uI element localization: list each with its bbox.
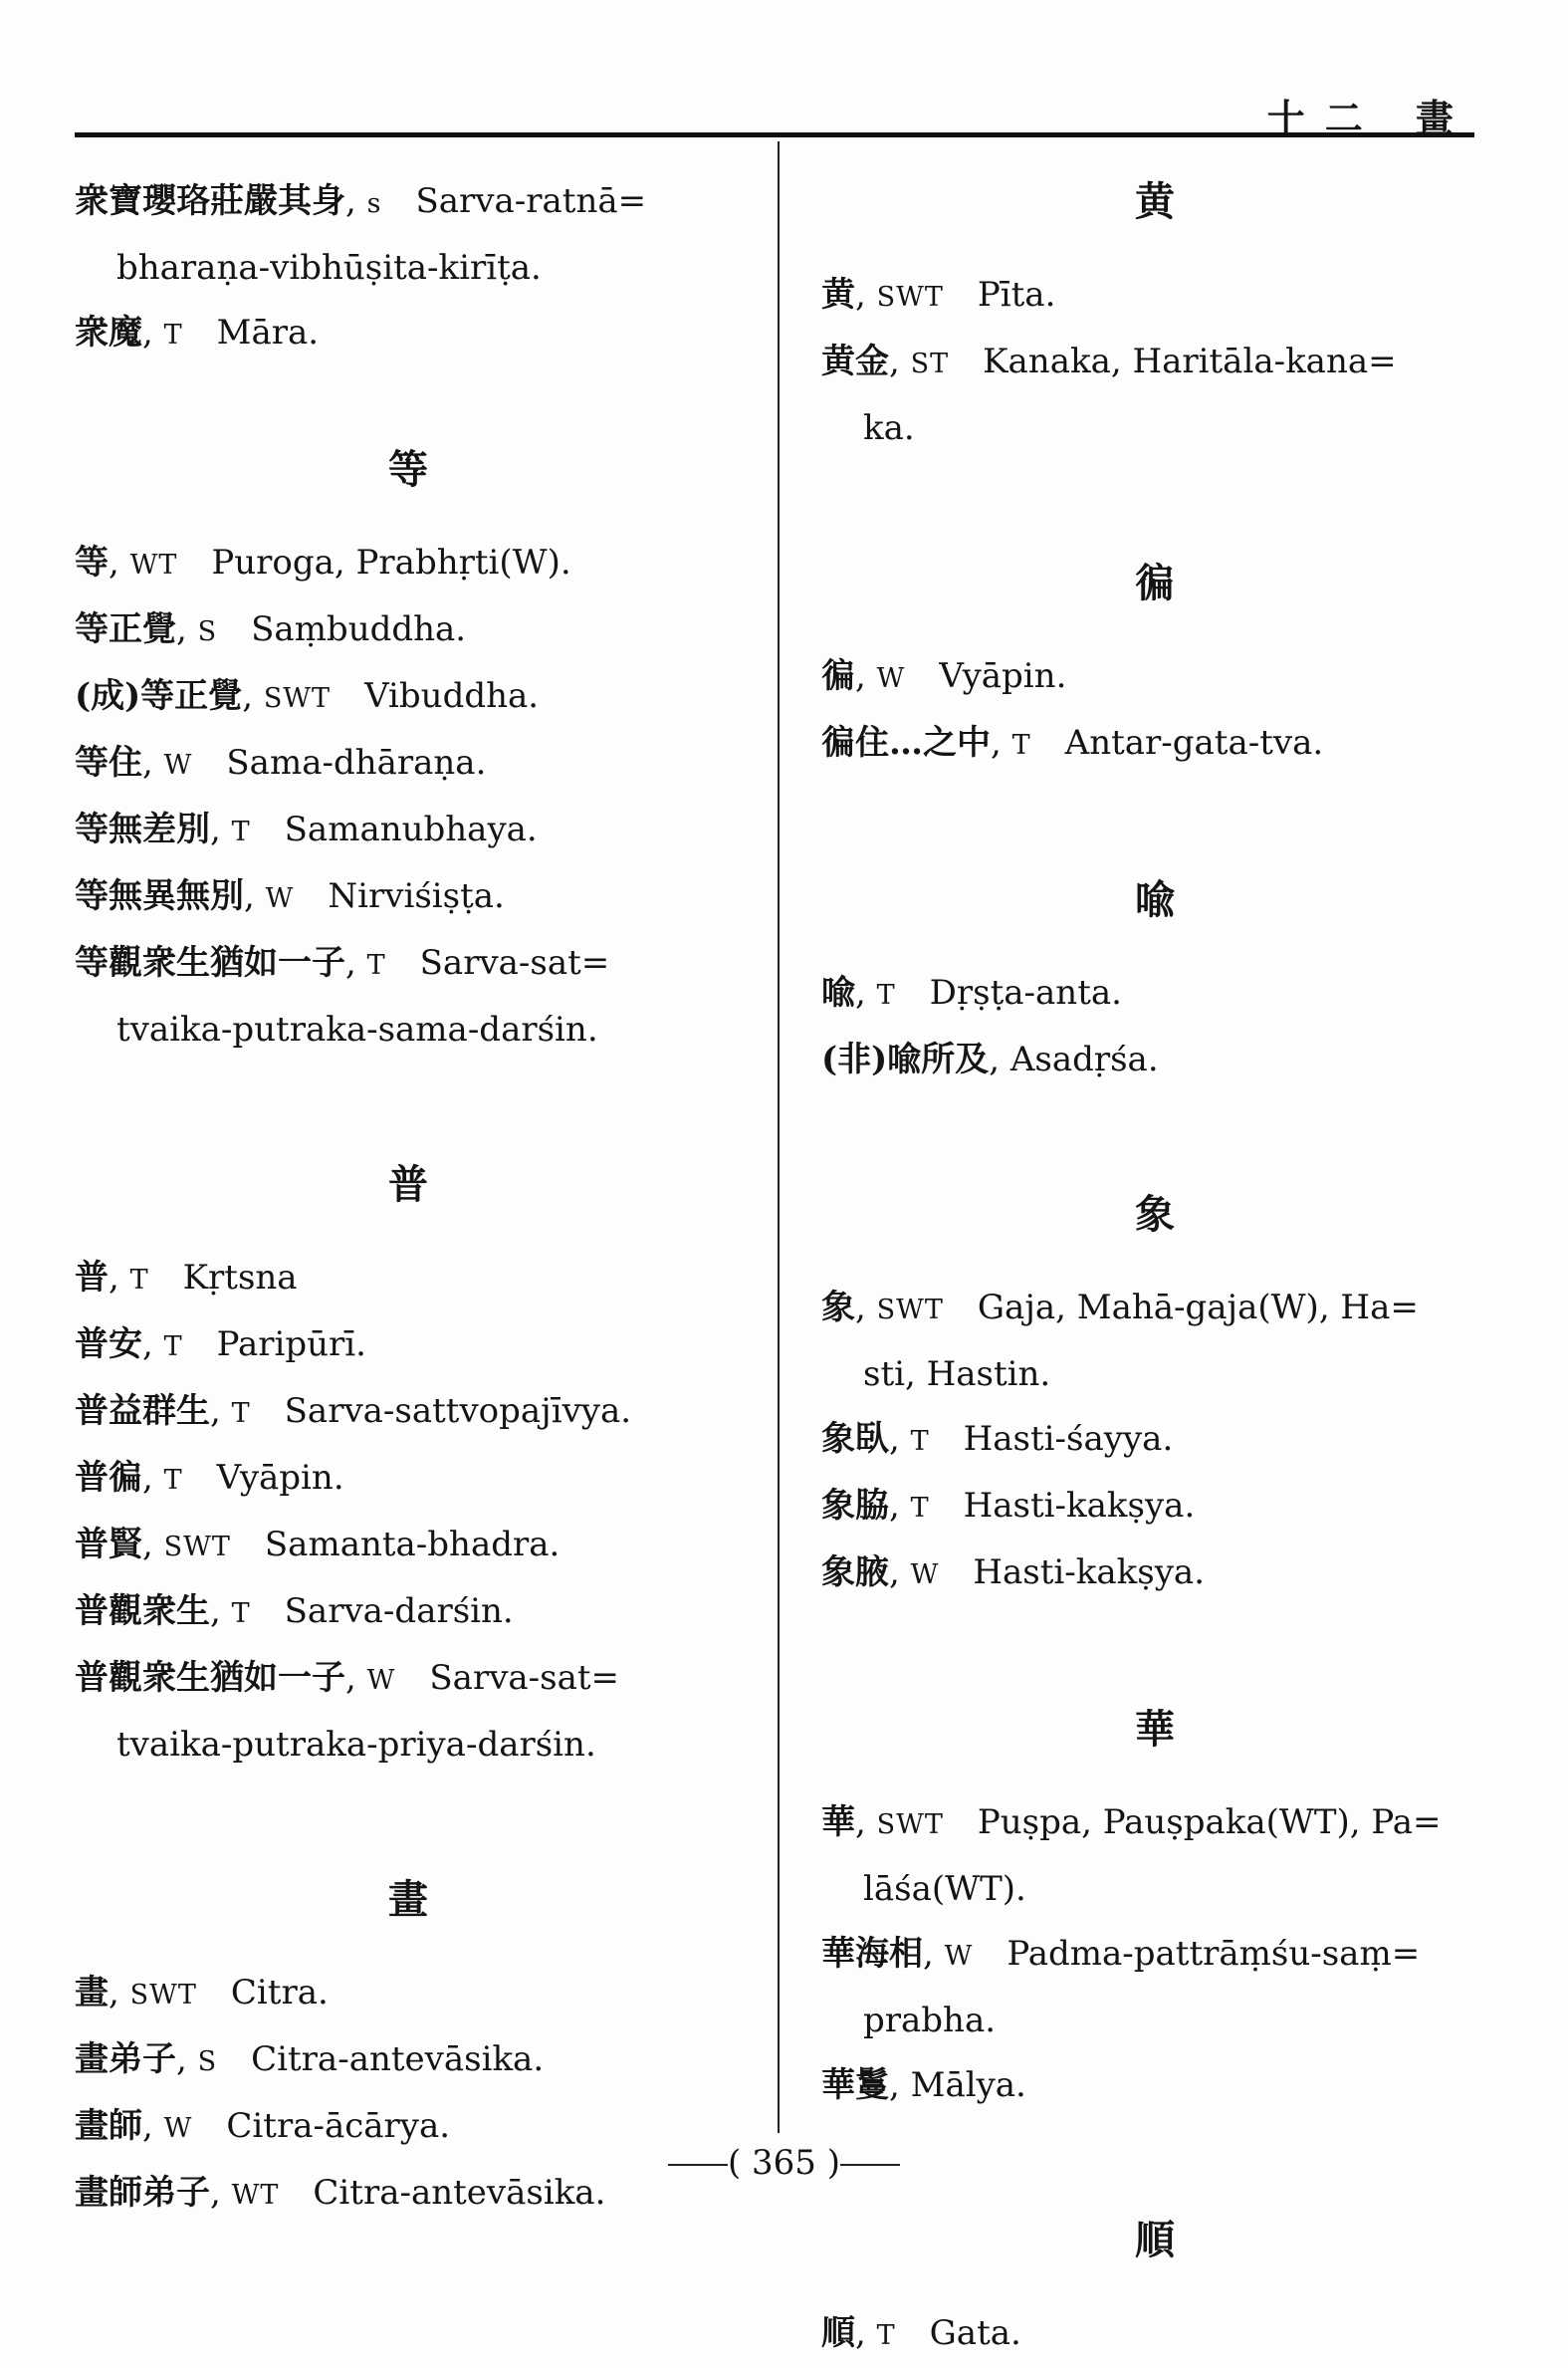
entry-headword: 普安: [75, 1324, 142, 1364]
entry-headword: 普: [75, 1258, 109, 1298]
entry-sanskrit: Māra.: [216, 313, 320, 353]
entry-source-code: W: [366, 1665, 396, 1696]
section-spacer: [75, 1777, 742, 1867]
entry-source-code: T: [910, 1493, 930, 1524]
entry-source-code: SWT: [876, 282, 944, 313]
entry-headword: 等無差別: [75, 810, 210, 849]
entry-headword: 象臥: [821, 1419, 889, 1459]
entry-headword: 衆魔: [75, 313, 142, 353]
entry-source-code: SWT: [263, 683, 332, 714]
dictionary-entry: 等住, W Sama-dhāraṇa.: [75, 743, 487, 783]
entry-headword: 等正覺: [75, 609, 176, 649]
entry-source-code: T: [163, 320, 183, 351]
dictionary-entry: 象, SWT Gaja, Mahā-gaja(W), Ha= sti, Hastin.: [821, 1276, 1488, 1407]
entry-source-code: W: [876, 663, 906, 694]
entry-sanskrit: Sarva-ratnā=: [415, 181, 647, 221]
entry-source-code: W: [265, 883, 295, 914]
right-column: [821, 169, 1488, 2368]
entry-source-code: T: [1011, 730, 1031, 761]
dictionary-entry: 等觀衆生猶如一子, T Sarva-sat= tvaika-putraka-sama-darśin.: [75, 931, 742, 1063]
entry-source-code: T: [163, 1465, 183, 1496]
entry-sanskrit: Kanaka, Haritāla-kana=: [983, 342, 1397, 381]
entry-source-code: S: [197, 616, 218, 647]
section-heading: 徧: [1135, 560, 1175, 606]
dictionary-entry: 普賢, SWT Samanta-bhadra.: [75, 1525, 560, 1564]
page-footer: ( 365 ): [0, 2143, 1568, 2183]
section-heading: 普: [388, 1161, 428, 1208]
entry-sanskrit: Sarva-sattvopajīvya.: [284, 1391, 632, 1431]
entry-sanskrit: Padma-pattrāṃśu-saṃ=: [1007, 1934, 1421, 1974]
entry-sanskrit: Sarva-sat=: [419, 943, 610, 983]
entry-sanskrit: Citra-ācārya.: [226, 2106, 451, 2146]
entry-sanskrit: Gaja, Mahā-gaja(W), Ha=: [977, 1288, 1419, 1327]
entry-source-code: W: [910, 1559, 940, 1590]
entry-headword: 黄金: [821, 342, 889, 381]
page-number: 365: [752, 2143, 816, 2183]
page-header-title: 十二 畫: [1266, 96, 1473, 140]
dictionary-entry: 普益群生, T Sarva-sattvopajīvya.: [75, 1391, 632, 1431]
entry-sanskrit: Hasti-kakṣya.: [973, 1552, 1205, 1592]
section-heading: 象: [1135, 1191, 1175, 1238]
entry-headword: 普觀衆生猶如一子: [75, 1658, 345, 1698]
dictionary-entry: 畫師弟子, WT Citra-antevāsika.: [75, 2173, 606, 2213]
entry-sanskrit: Pīta.: [977, 275, 1056, 315]
dictionary-entry: 等正覺, S Saṃbuddha.: [75, 609, 467, 649]
heading-spacer: [75, 503, 742, 531]
heading-spacer: [821, 1248, 1488, 1276]
section-spacer: [821, 778, 1488, 867]
entry-sanskrit: Hasti-śayya.: [963, 1419, 1174, 1459]
left-column: [75, 169, 742, 2228]
entry-sanskrit: Dṛṣṭa-anta.: [929, 973, 1122, 1013]
entry-source-code: T: [129, 1265, 149, 1296]
dictionary-entry: 普徧, T Vyāpin.: [75, 1458, 344, 1498]
entry-continuation: prabha.: [863, 2001, 997, 2040]
entry-continuation: tvaika-putraka-sama-darśin.: [116, 1010, 598, 1050]
entry-sanskrit: Gata.: [929, 2313, 1021, 2353]
entry-headword: 畫師弟子: [75, 2173, 210, 2213]
entry-sanskrit: Kṛtsna: [182, 1258, 298, 1298]
entry-headword: 普賢: [75, 1525, 142, 1564]
entry-headword: 普觀衆生: [75, 1591, 210, 1631]
entry-headword: 等無異無別: [75, 876, 244, 916]
entry-sanskrit: Antar-gata-tva.: [1064, 723, 1324, 763]
entry-sanskrit: Vyāpin.: [939, 656, 1067, 696]
section-heading: 順: [1135, 2217, 1175, 2263]
dictionary-entry: 順, T Gata.: [821, 2313, 1021, 2353]
dictionary-entry: 普觀衆生, T Sarva-darśin.: [75, 1591, 514, 1631]
heading-spacer: [821, 2273, 1488, 2301]
heading-spacer: [821, 933, 1488, 961]
entry-sanskrit: Sarva-sat=: [429, 1658, 620, 1698]
entry-headword: 等: [75, 543, 109, 583]
entry-source-code: SWT: [129, 1980, 197, 2011]
heading-spacer: [75, 1933, 742, 1961]
section-spacer: [821, 1607, 1488, 1697]
dictionary-entry: 畫, SWT Citra.: [75, 1973, 329, 2013]
entry-source-code: S: [197, 2046, 218, 2077]
section-spacer: [821, 1092, 1488, 1182]
entry-source-code: WT: [231, 2180, 280, 2211]
entry-sanskrit: Paripūrī.: [216, 1324, 366, 1364]
entry-headword: 順: [821, 2313, 855, 2353]
entry-sanskrit: Samanta-bhadra.: [264, 1525, 560, 1564]
entry-headword: (成)等正覺: [75, 676, 243, 716]
entry-sanskrit: Vibuddha.: [364, 676, 540, 716]
column-divider: [778, 141, 780, 2133]
dictionary-entry: 普, T Kṛtsna: [75, 1258, 298, 1298]
entry-headword: (非)喩所及: [821, 1040, 990, 1079]
entry-source-code: SWT: [876, 1809, 944, 1840]
entry-source-code: SWT: [163, 1532, 231, 1562]
section-spacer: [821, 461, 1488, 551]
dictionary-entry: 衆寶瓔珞莊嚴其身, s Sarva-ratnā= bharaṇa-vibhūṣita-kirīṭa.: [75, 169, 742, 301]
entry-sanskrit: Vyāpin.: [216, 1458, 344, 1498]
dictionary-entry: 喩, T Dṛṣṭa-anta.: [821, 973, 1122, 1013]
entry-source-code: W: [163, 750, 193, 781]
entry-continuation: lāśa(WT).: [863, 1869, 1026, 1909]
entry-source-code: WT: [129, 550, 178, 581]
entry-headword: 象: [821, 1288, 855, 1327]
entry-headword: 等觀衆生猶如一子: [75, 943, 345, 983]
dictionary-entry: 華鬘, Mālya.: [821, 2065, 1026, 2105]
entry-headword: 喩: [821, 973, 855, 1013]
heading-spacer: [821, 1763, 1488, 1790]
footer-dash-left: [668, 2164, 728, 2166]
section-spacer: [75, 1063, 742, 1152]
section-heading: 喩: [1135, 876, 1175, 923]
entry-source-code: SWT: [876, 1295, 944, 1325]
entry-headword: 普徧: [75, 1458, 142, 1498]
dictionary-entry: 畫弟子, S Citra-antevāsika.: [75, 2039, 545, 2079]
entry-continuation: bharaṇa-vibhūṣita-kirīṭa.: [116, 248, 542, 288]
dictionary-entry: 華, SWT Puṣpa, Pauṣpaka(WT), Pa= lāśa(WT).: [821, 1790, 1488, 1922]
dictionary-entry: 衆魔, T Māra.: [75, 313, 320, 353]
dictionary-entry: 黄, SWT Pīta.: [821, 275, 1056, 315]
entry-source-code: T: [231, 1398, 251, 1429]
footer-dash-right: [840, 2164, 900, 2166]
entry-sanskrit: Hasti-kakṣya.: [963, 1486, 1196, 1526]
entry-headword: 象腋: [821, 1552, 889, 1592]
dictionary-entry: 普安, T Paripūrī.: [75, 1324, 366, 1364]
section-heading: 華: [1135, 1706, 1175, 1753]
entry-headword: 華鬘: [821, 2065, 889, 2105]
dictionary-entry: 象腋, W Hasti-kakṣya.: [821, 1552, 1205, 1592]
section-heading: 黄: [1135, 178, 1175, 225]
entry-sanskrit: Mālya.: [910, 2065, 1026, 2105]
heading-spacer: [821, 616, 1488, 644]
entry-headword: 徧住…之中: [821, 723, 991, 763]
entry-continuation: sti, Hastin.: [863, 1354, 1051, 1394]
entry-continuation: tvaika-putraka-priya-darśin.: [116, 1725, 596, 1765]
entry-source-code: T: [163, 1331, 183, 1362]
entry-source-code: W: [163, 2113, 193, 2144]
section-heading: 等: [388, 446, 428, 493]
entry-source-code: T: [876, 980, 896, 1011]
entry-headword: 黄: [821, 275, 855, 315]
entry-sanskrit: Saṃbuddha.: [251, 609, 467, 649]
entry-sanskrit: Samanubhaya.: [284, 810, 538, 849]
entry-sanskrit: Citra-antevāsika.: [313, 2173, 606, 2213]
dictionary-entry: 等無差別, T Samanubhaya.: [75, 810, 538, 849]
dictionary-entry: 等無異無別, W Nirviśiṣṭa.: [75, 876, 505, 916]
section-heading: 畫: [388, 1876, 428, 1923]
dictionary-entry: 徧, W Vyāpin.: [821, 656, 1067, 696]
header-rule: [75, 132, 1474, 137]
entry-headword: 徧: [821, 656, 855, 696]
dictionary-entry: (成)等正覺, SWT Vibuddha.: [75, 676, 540, 716]
entry-headword: 畫: [75, 1973, 109, 2013]
entry-source-code: T: [366, 950, 386, 981]
entry-source-code: T: [876, 2320, 896, 2351]
entry-headword: 畫弟子: [75, 2039, 176, 2079]
entry-headword: 華海相: [821, 1934, 923, 1974]
dictionary-entry: 華海相, W Padma-pattrāṃśu-saṃ= prabha.: [821, 1922, 1488, 2053]
entry-source-code: W: [944, 1941, 974, 1972]
entry-sanskrit: Puroga, Prabhṛti(W).: [211, 543, 571, 583]
entry-source-code: T: [910, 1426, 930, 1457]
entry-source-code: T: [231, 817, 251, 847]
entry-headword: 畫師: [75, 2106, 142, 2146]
entry-source-code: s: [366, 188, 382, 219]
dictionary-entry: 畫師, W Citra-ācārya.: [75, 2106, 451, 2146]
dictionary-entry: 象脇, T Hasti-kakṣya.: [821, 1486, 1196, 1526]
entry-headword: 象脇: [821, 1486, 889, 1526]
entry-sanskrit: Citra-antevāsika.: [251, 2039, 545, 2079]
entry-headword: 普益群生: [75, 1391, 210, 1431]
entry-sanskrit: Asadṛśa.: [1009, 1040, 1159, 1079]
dictionary-entry: 象臥, T Hasti-śayya.: [821, 1419, 1174, 1459]
entry-source-code: ST: [910, 349, 950, 379]
entry-sanskrit: Citra.: [230, 1973, 329, 2013]
dictionary-entry: (非)喩所及, Asadṛśa.: [821, 1040, 1159, 1079]
entry-headword: 華: [821, 1802, 855, 1842]
entry-continuation: ka.: [863, 408, 915, 448]
section-spacer: [75, 367, 742, 437]
entry-sanskrit: Puṣpa, Pauṣpaka(WT), Pa=: [977, 1802, 1442, 1842]
entry-sanskrit: Sama-dhāraṇa.: [226, 743, 487, 783]
entry-headword: 等住: [75, 743, 142, 783]
dictionary-entry: 徧住…之中, T Antar-gata-tva.: [821, 723, 1324, 763]
dictionary-entry: 等, WT Puroga, Prabhṛti(W).: [75, 543, 571, 583]
entry-sanskrit: Sarva-darśin.: [284, 1591, 514, 1631]
dictionary-entry: 黄金, ST Kanaka, Haritāla-kana= ka.: [821, 330, 1488, 461]
entry-source-code: T: [231, 1598, 251, 1629]
entry-sanskrit: Nirviśiṣṭa.: [328, 876, 505, 916]
heading-spacer: [821, 235, 1488, 263]
heading-spacer: [75, 1218, 742, 1246]
entry-headword: 衆寶瓔珞莊嚴其身: [75, 181, 345, 221]
dictionary-entry: 普觀衆生猶如一子, W Sarva-sat= tvaika-putraka-priya-darśin.: [75, 1646, 742, 1777]
